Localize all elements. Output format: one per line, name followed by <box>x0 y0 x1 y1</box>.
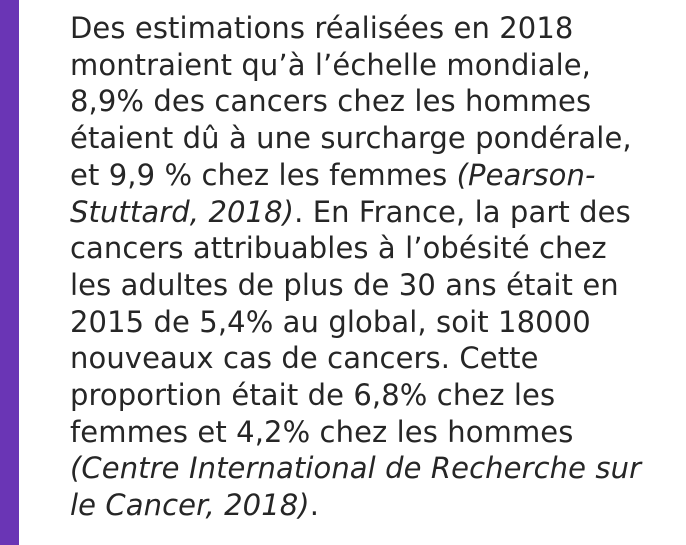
body-text: proportion était de 6,8% chez les <box>70 378 556 413</box>
paragraph-line <box>70 47 670 84</box>
citation-text: le Cancer, 2018) <box>70 488 310 523</box>
paragraph-line <box>70 487 670 524</box>
citation-text: Stuttard, 2018) <box>70 194 295 229</box>
paragraph-line <box>70 10 670 47</box>
body-text: . <box>309 488 320 523</box>
paragraph-line <box>70 414 670 451</box>
paragraph-line <box>70 377 670 414</box>
paragraph-line <box>70 157 670 194</box>
paragraph-line <box>70 267 670 304</box>
body-text: montraient qu’à l’échelle mondiale, <box>70 47 591 82</box>
body-text: nouveaux cas de cancers. Cette <box>70 341 539 376</box>
body-text: cancers attribuables à l’obésité chez <box>70 231 607 266</box>
body-text: et 9,9 % chez les femmes <box>70 157 457 192</box>
body-text: . En France, la part des <box>294 194 631 229</box>
body-text: 8,9% des cancers chez les hommes <box>70 84 592 119</box>
body-text: les adultes de plus de 30 ans était en <box>70 267 619 302</box>
paragraph-line <box>70 83 670 120</box>
body-text: 2015 de 5,4% au global, soit 18000 <box>70 304 591 339</box>
body-text: Des estimations réalisées en 2018 <box>70 11 574 45</box>
paragraph-line <box>70 304 670 341</box>
body-text: étaient dû à une surcharge pondérale, <box>70 121 632 156</box>
paragraph-line <box>70 120 670 157</box>
body-paragraph <box>70 10 670 524</box>
paragraph-line <box>70 230 670 267</box>
citation-text: (Pearson- <box>456 157 596 192</box>
body-text: femmes et 4,2% chez les hommes <box>70 414 574 449</box>
accent-bar <box>0 0 19 545</box>
citation-text: (Centre International de Recherche sur <box>70 451 642 486</box>
paragraph-line <box>70 450 670 487</box>
paragraph-line <box>70 194 670 231</box>
paragraph-line <box>70 340 670 377</box>
